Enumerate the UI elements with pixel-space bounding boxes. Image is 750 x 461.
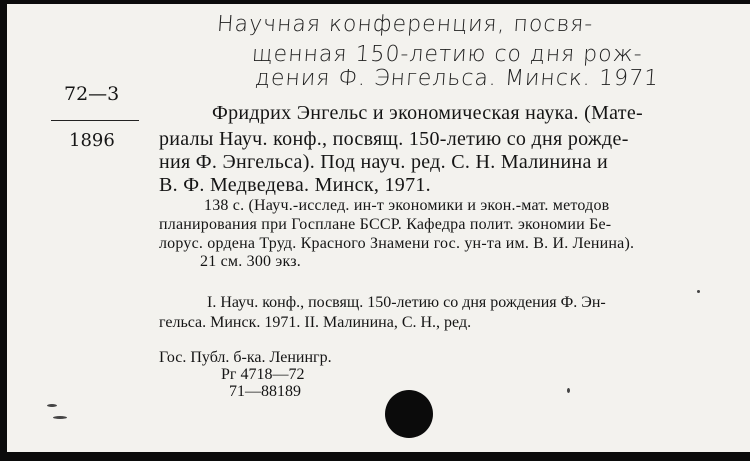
handwritten-line: щенная 150-летию со дня рож-	[251, 42, 644, 67]
year-code: 1896	[69, 130, 115, 151]
main-entry-line: риалы Науч. конф., посвящ. 150-летию со дня рожде-	[159, 128, 629, 150]
tracing-line: гельса. Минск. 1971. II. Малинина, С. Н., ред.	[159, 314, 472, 331]
ink-speck	[53, 416, 67, 419]
tracing-line: I. Науч. конф., посвящ. 150-летию со дня рождения Ф. Эн-	[207, 294, 606, 311]
divider	[51, 120, 139, 121]
handwritten-line: дения Ф. Энгельса. Минск. 1971	[254, 66, 660, 91]
ink-speck	[47, 404, 57, 407]
main-entry-line: Фридрих Энгельс и экономическая наука. (Мате-	[212, 102, 643, 124]
handwritten-line: Научная конференция, посвя-	[216, 12, 595, 37]
ink-speck	[697, 290, 700, 293]
punch-hole	[385, 390, 433, 438]
collation-line: лорус. ордена Труд. Красного Знамени гос. ун-та им. В. И. Ленина).	[159, 235, 635, 252]
main-entry-line: ния Ф. Энгельса). Под науч. ред. С. Н. Малинина и	[159, 151, 609, 173]
ink-speck	[567, 388, 570, 393]
library-line: Гос. Публ. б-ка. Ленингр.	[159, 349, 332, 366]
library-line: 71—88189	[229, 383, 301, 400]
main-entry-line: В. Ф. Медведева. Минск, 1971.	[159, 174, 431, 196]
collation-line: планирования при Госплане БССР. Кафедра полит. экономии Бе-	[159, 216, 612, 233]
catalog-card	[7, 4, 750, 452]
call-number: 72—3	[64, 83, 120, 105]
library-line: Рг 4718—72	[221, 366, 305, 383]
collation-line: 21 см. 300 экз.	[200, 253, 301, 270]
collation-line: 138 с. (Науч.-исслед. ин-т экономики и экон.-мат. методов	[204, 197, 610, 214]
